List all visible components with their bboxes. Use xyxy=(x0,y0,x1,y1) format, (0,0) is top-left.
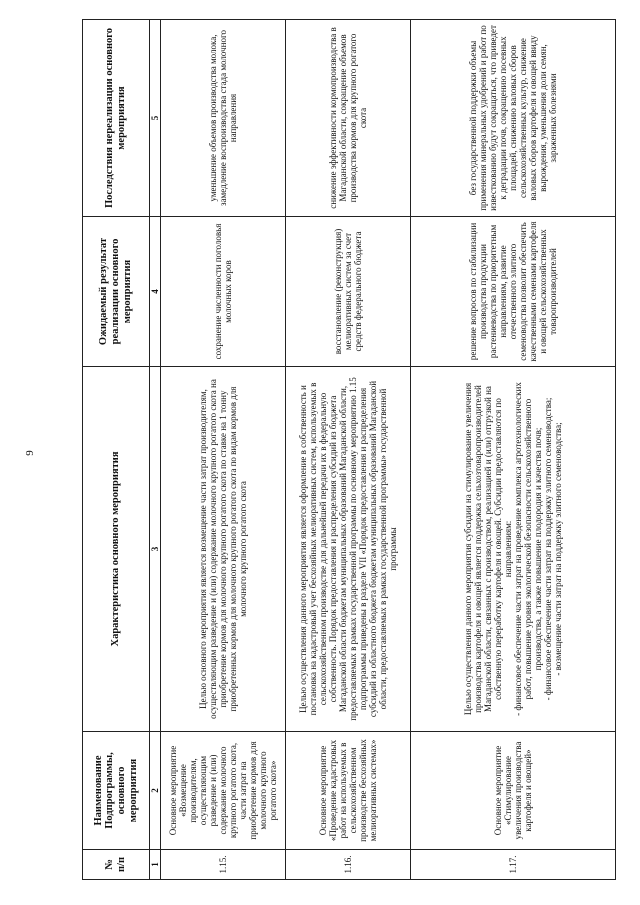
description-paragraph: - финансовое обеспечение части затрат на проведение комплекса агротехнологических работ, повышение уровня экологической безопасности сельскохозяйственного производства, а также повышение плодородия и качества почв; xyxy=(513,382,544,716)
column-number: 5 xyxy=(150,20,161,217)
header-consequence: Последствия нереализации основного мероприятия xyxy=(83,20,150,217)
header-description: Характеристика основного мероприятия xyxy=(83,367,150,732)
measure-description: Целью осуществления данного мероприятия является оформление в собственность и постановка на кадастровый учет бесхозяйных мелиоративных систем, используемых в сельскохозяйственном производстве для дальнейшей передачи их в федеральную собственность. Порядок предоставления и распределения субсидий из бюджета Магаданской области бюджетам муниципальных образований Магаданской области, предоставляемых в рамках государственной программы по основному мероприятию 1.15 подпрограммы приведены в разделе VII «Порядок предоставления и распределения субсидий из областного бюджета бюджетам муниципальных образований Магаданской области, предоставляемых в рамках государственной программы» государственной программы xyxy=(286,367,411,732)
rotated-page xyxy=(82,20,612,880)
row-number: 1.15. xyxy=(161,850,286,880)
header-name: Наименование Подпрограммы, основного мероприятия xyxy=(83,732,150,850)
consequence: без государственной поддержки объемы применения минеральных удобрений и работ по известкованию будут сокращаться, что приведет к деградации почв, сокращению посевных площадей, снижению валовых сборов сельскохозяйственных культур, снижение валовых сборов картофеля и овощей ввиду вырождения, уменьшения доли семян, зараженных болезнями xyxy=(411,20,616,217)
header-result: Ожидаемый результат реализации основного мероприятия xyxy=(83,217,150,367)
header-num: № п/п xyxy=(83,850,150,880)
table-row xyxy=(286,20,411,880)
description-paragraph: - возмещение части затрат на поддержку элитного семеноводства; xyxy=(553,422,564,676)
measure-description: Целью основного мероприятия является возмещение части затрат производителям, осуществляющим разведение и (или) содержание молочного крупного рогатого скота на приобретение кормов для молочного крупного рогатого скота по ставке на 1 тонну приобретенных кормов для молочного крупного рогатого скота по видам кормов для молочного крупного рогатого скота xyxy=(161,367,286,732)
row-number: 1.16. xyxy=(286,850,411,880)
consequence: уменьшение объемов производства молока, замедление воспроизводства стада молочного направления xyxy=(161,20,286,217)
measure-description xyxy=(411,367,616,732)
row-number: 1.17. xyxy=(411,850,616,880)
expected-result: решение вопросов по стабилизации производства продукции растениеводства по приоритетным направлениям, развитие отечественного элитного семеноводства позволит обеспечить качественными семенами картофеля и овощей сельскохозяйственных товаропроизводителей xyxy=(411,217,616,367)
table-row xyxy=(161,20,286,880)
expected-result: восстановление (реконструкция) мелиоративных систем за счет средств федерального бюджета xyxy=(286,217,411,367)
column-number: 2 xyxy=(150,732,161,850)
column-number: 3 xyxy=(150,367,161,732)
description-paragraph: - финансовое обеспечение части затрат на поддержку элитного семеноводства; xyxy=(543,397,554,701)
page-number: 9 xyxy=(24,450,36,456)
consequence: снижение эффективности кормопроизводства в Магаданской области, сокращение объемов производства кормов для крупного рогатого скота xyxy=(286,20,411,217)
description-paragraph: Целью осуществления данного мероприятия субсидии на стимулирование увеличения производства картофеля и овощей является поддержка сельхозтоваропроизводителей Магаданской области, связанных с производством, реализацией и (или) отгрузкой на собственную переработку картофеля и овощей. Субсидии предоставляются по направлениям: xyxy=(462,382,513,716)
measure-name: Основное мероприятие «Возмещение производителям, осуществляющим разведение и (или) содержание молочного крупного рогатого скота, части затрат на приобретение кормов для молочного крупного рогатого скота» xyxy=(161,732,286,850)
expected-result: сохранение численности поголовья молочных коров xyxy=(161,217,286,367)
measure-name: Основное мероприятие «Проведение кадастровых работ на используемых в сельскохозяйственном производстве бесхозяйных мелиоративных системах» xyxy=(286,732,411,850)
column-number-row xyxy=(150,20,161,880)
column-number: 1 xyxy=(150,850,161,880)
column-number: 4 xyxy=(150,217,161,367)
table-row xyxy=(411,20,616,880)
measure-name: Основное мероприятие «Стимулирование увеличения производства картофеля и овощей» xyxy=(411,732,616,850)
header-row xyxy=(83,20,150,880)
measures-table xyxy=(82,19,616,880)
